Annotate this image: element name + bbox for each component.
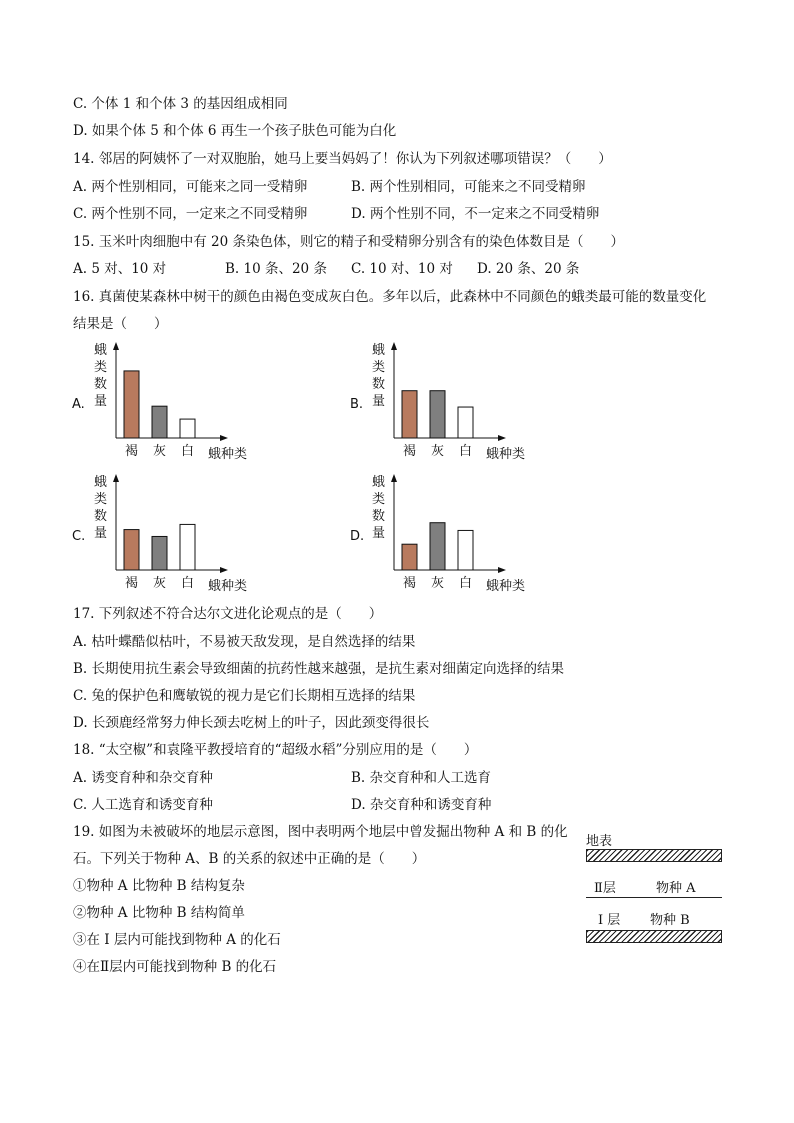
- bar-2: [458, 407, 473, 438]
- question-15: 15. 玉米叶肉细胞中有 20 条染色体，则它的精子和受精卵分别含有的染色体数目是（ ）: [73, 234, 625, 250]
- y-axis-label-char: 类: [94, 492, 108, 507]
- option-18b: B. 杂交育种和人工选育: [351, 770, 492, 786]
- layer-2-label: Ⅱ层: [594, 881, 616, 896]
- option-17a: A. 枯叶蝶酷似枯叶，不易被天敌发现，是自然选择的结果: [73, 634, 416, 650]
- y-axis-arrow: [113, 474, 119, 482]
- layer-1-label: I 层: [598, 913, 621, 928]
- category-label: 灰: [431, 576, 445, 591]
- category-label: 褐: [403, 576, 417, 591]
- y-axis-label-char: 类: [372, 492, 386, 507]
- y-axis-label-char: 量: [94, 394, 108, 409]
- chart-option-label: B.: [350, 397, 364, 412]
- bar-chart-d: [348, 470, 548, 598]
- y-axis-label-char: 类: [94, 360, 108, 375]
- x-axis-arrow: [498, 567, 506, 573]
- y-axis-label-char: 数: [94, 509, 108, 524]
- option-14c: C. 两个性别不同，一定来之不同受精卵: [73, 206, 308, 222]
- statement-1: ①物种 A 比物种 B 结构复杂: [73, 878, 245, 894]
- category-label: 灰: [153, 444, 167, 459]
- y-axis-label-char: 量: [94, 526, 108, 541]
- bar-2: [458, 530, 473, 570]
- category-label: 白: [459, 444, 473, 459]
- bar-1: [152, 406, 167, 438]
- category-label: 褐: [125, 444, 139, 459]
- y-axis-label-char: 蛾: [94, 343, 108, 358]
- category-label: 灰: [431, 444, 445, 459]
- option-13d: D. 如果个体 5 和个体 6 再生一个孩子肤色可能为白化: [73, 123, 397, 139]
- question-18: 18. “太空椒”和袁隆平教授培育的“超级水稻”分别应用的是（ ）: [73, 742, 478, 758]
- category-label: 灰: [153, 576, 167, 591]
- option-14b: B. 两个性别相同，可能来之不同受精卵: [351, 179, 586, 195]
- category-label: 白: [181, 576, 195, 591]
- y-axis-arrow: [113, 342, 119, 350]
- option-15b: B. 10 条、20 条: [225, 261, 327, 277]
- option-13c: C. 个体 1 和个体 3 的基因组成相同: [73, 96, 288, 112]
- bar-chart-b: [348, 338, 548, 466]
- y-axis-label-char: 量: [372, 394, 386, 409]
- option-15a: A. 5 对、10 对: [73, 261, 167, 277]
- option-17c: C. 兔的保护色和鹰敏锐的视力是它们长期相互选择的结果: [73, 688, 416, 704]
- y-axis-label-char: 量: [372, 526, 386, 541]
- bottom-hatch: [586, 930, 722, 943]
- category-label: 白: [181, 444, 195, 459]
- surface-label: 地表: [586, 834, 613, 849]
- option-15d: D. 20 条、20 条: [477, 261, 580, 277]
- category-label: 白: [459, 576, 473, 591]
- species-b-label: 物种 B: [650, 913, 690, 928]
- option-14d: D. 两个性别不同，不一定来之不同受精卵: [351, 206, 600, 222]
- chart-option-label: D.: [350, 529, 365, 544]
- bar-1: [430, 391, 445, 438]
- y-axis-label-char: 数: [94, 377, 108, 392]
- option-18c: C. 人工选育和诱变育种: [73, 797, 213, 813]
- question-19-cont: 石。下列关于物种 A、B 的关系的叙述中正确的是（ ）: [73, 851, 426, 867]
- bar-1: [430, 523, 445, 570]
- option-17d: D. 长颈鹿经常努力伸长颈去吃树上的叶子，因此颈变得很长: [73, 715, 430, 731]
- option-18a: A. 诱变育种和杂交育种: [73, 770, 213, 786]
- x-axis-label: 蛾种类: [486, 579, 526, 594]
- y-axis-label-char: 类: [372, 360, 386, 375]
- option-17b: B. 长期使用抗生素会导致细菌的抗药性越来越强，是抗生素对细菌定向选择的结果: [73, 661, 565, 677]
- y-axis-arrow: [391, 474, 397, 482]
- y-axis-label-char: 蛾: [94, 475, 108, 490]
- chart-option-label: C.: [72, 529, 86, 544]
- question-16-cont: 结果是（ ）: [73, 316, 168, 332]
- y-axis-label-char: 数: [372, 377, 386, 392]
- strata-diagram: [584, 830, 724, 945]
- question-17: 17. 下列叙述不符合达尔文进化论观点的是（ ）: [73, 606, 383, 622]
- statement-2: ②物种 A 比物种 B 结构简单: [73, 905, 245, 921]
- option-14a: A. 两个性别相同，可能来之同一受精卵: [73, 179, 308, 195]
- option-18d: D. 杂交育种和诱变育种: [351, 797, 492, 813]
- bar-1: [152, 536, 167, 570]
- bar-chart-c: [70, 470, 270, 598]
- statement-3: ③在 I 层内可能找到物种 A 的化石: [73, 932, 281, 948]
- bar-0: [124, 530, 139, 570]
- x-axis-label: 蛾种类: [208, 447, 248, 462]
- bar-0: [402, 544, 417, 570]
- y-axis-label-char: 蛾: [372, 475, 386, 490]
- bar-0: [124, 371, 139, 438]
- bar-2: [180, 524, 195, 570]
- x-axis-arrow: [220, 567, 228, 573]
- question-19: 19. 如图为未被破坏的地层示意图，图中表明两个地层中曾发掘出物种 A 和 B 的化: [73, 824, 568, 840]
- x-axis-arrow: [498, 435, 506, 441]
- x-axis-arrow: [220, 435, 228, 441]
- surface-hatch: [586, 849, 722, 862]
- category-label: 褐: [125, 576, 139, 591]
- question-14: 14. 邻居的阿姨怀了一对双胞胎，她马上要当妈妈了！你认为下列叙述哪项错误？（ ）: [73, 151, 612, 167]
- x-axis-label: 蛾种类: [208, 579, 248, 594]
- bar-chart-a: [70, 338, 270, 466]
- species-a-label: 物种 A: [656, 881, 696, 896]
- category-label: 褐: [403, 444, 417, 459]
- y-axis-label-char: 蛾: [372, 343, 386, 358]
- y-axis-arrow: [391, 342, 397, 350]
- bar-0: [402, 391, 417, 438]
- question-16: 16. 真菌使某森林中树干的颜色由褐色变成灰白色。多年以后，此森林中不同颜色的蛾类最可能的数量变化: [73, 289, 707, 305]
- layer-divider: [586, 897, 722, 898]
- statement-4: ④在Ⅱ层内可能找到物种 B 的化石: [73, 959, 277, 975]
- bar-2: [180, 419, 195, 438]
- y-axis-label-char: 数: [372, 509, 386, 524]
- x-axis-label: 蛾种类: [486, 447, 526, 462]
- option-15c: C. 10 对、10 对: [351, 261, 453, 277]
- chart-option-label: A.: [72, 397, 85, 412]
